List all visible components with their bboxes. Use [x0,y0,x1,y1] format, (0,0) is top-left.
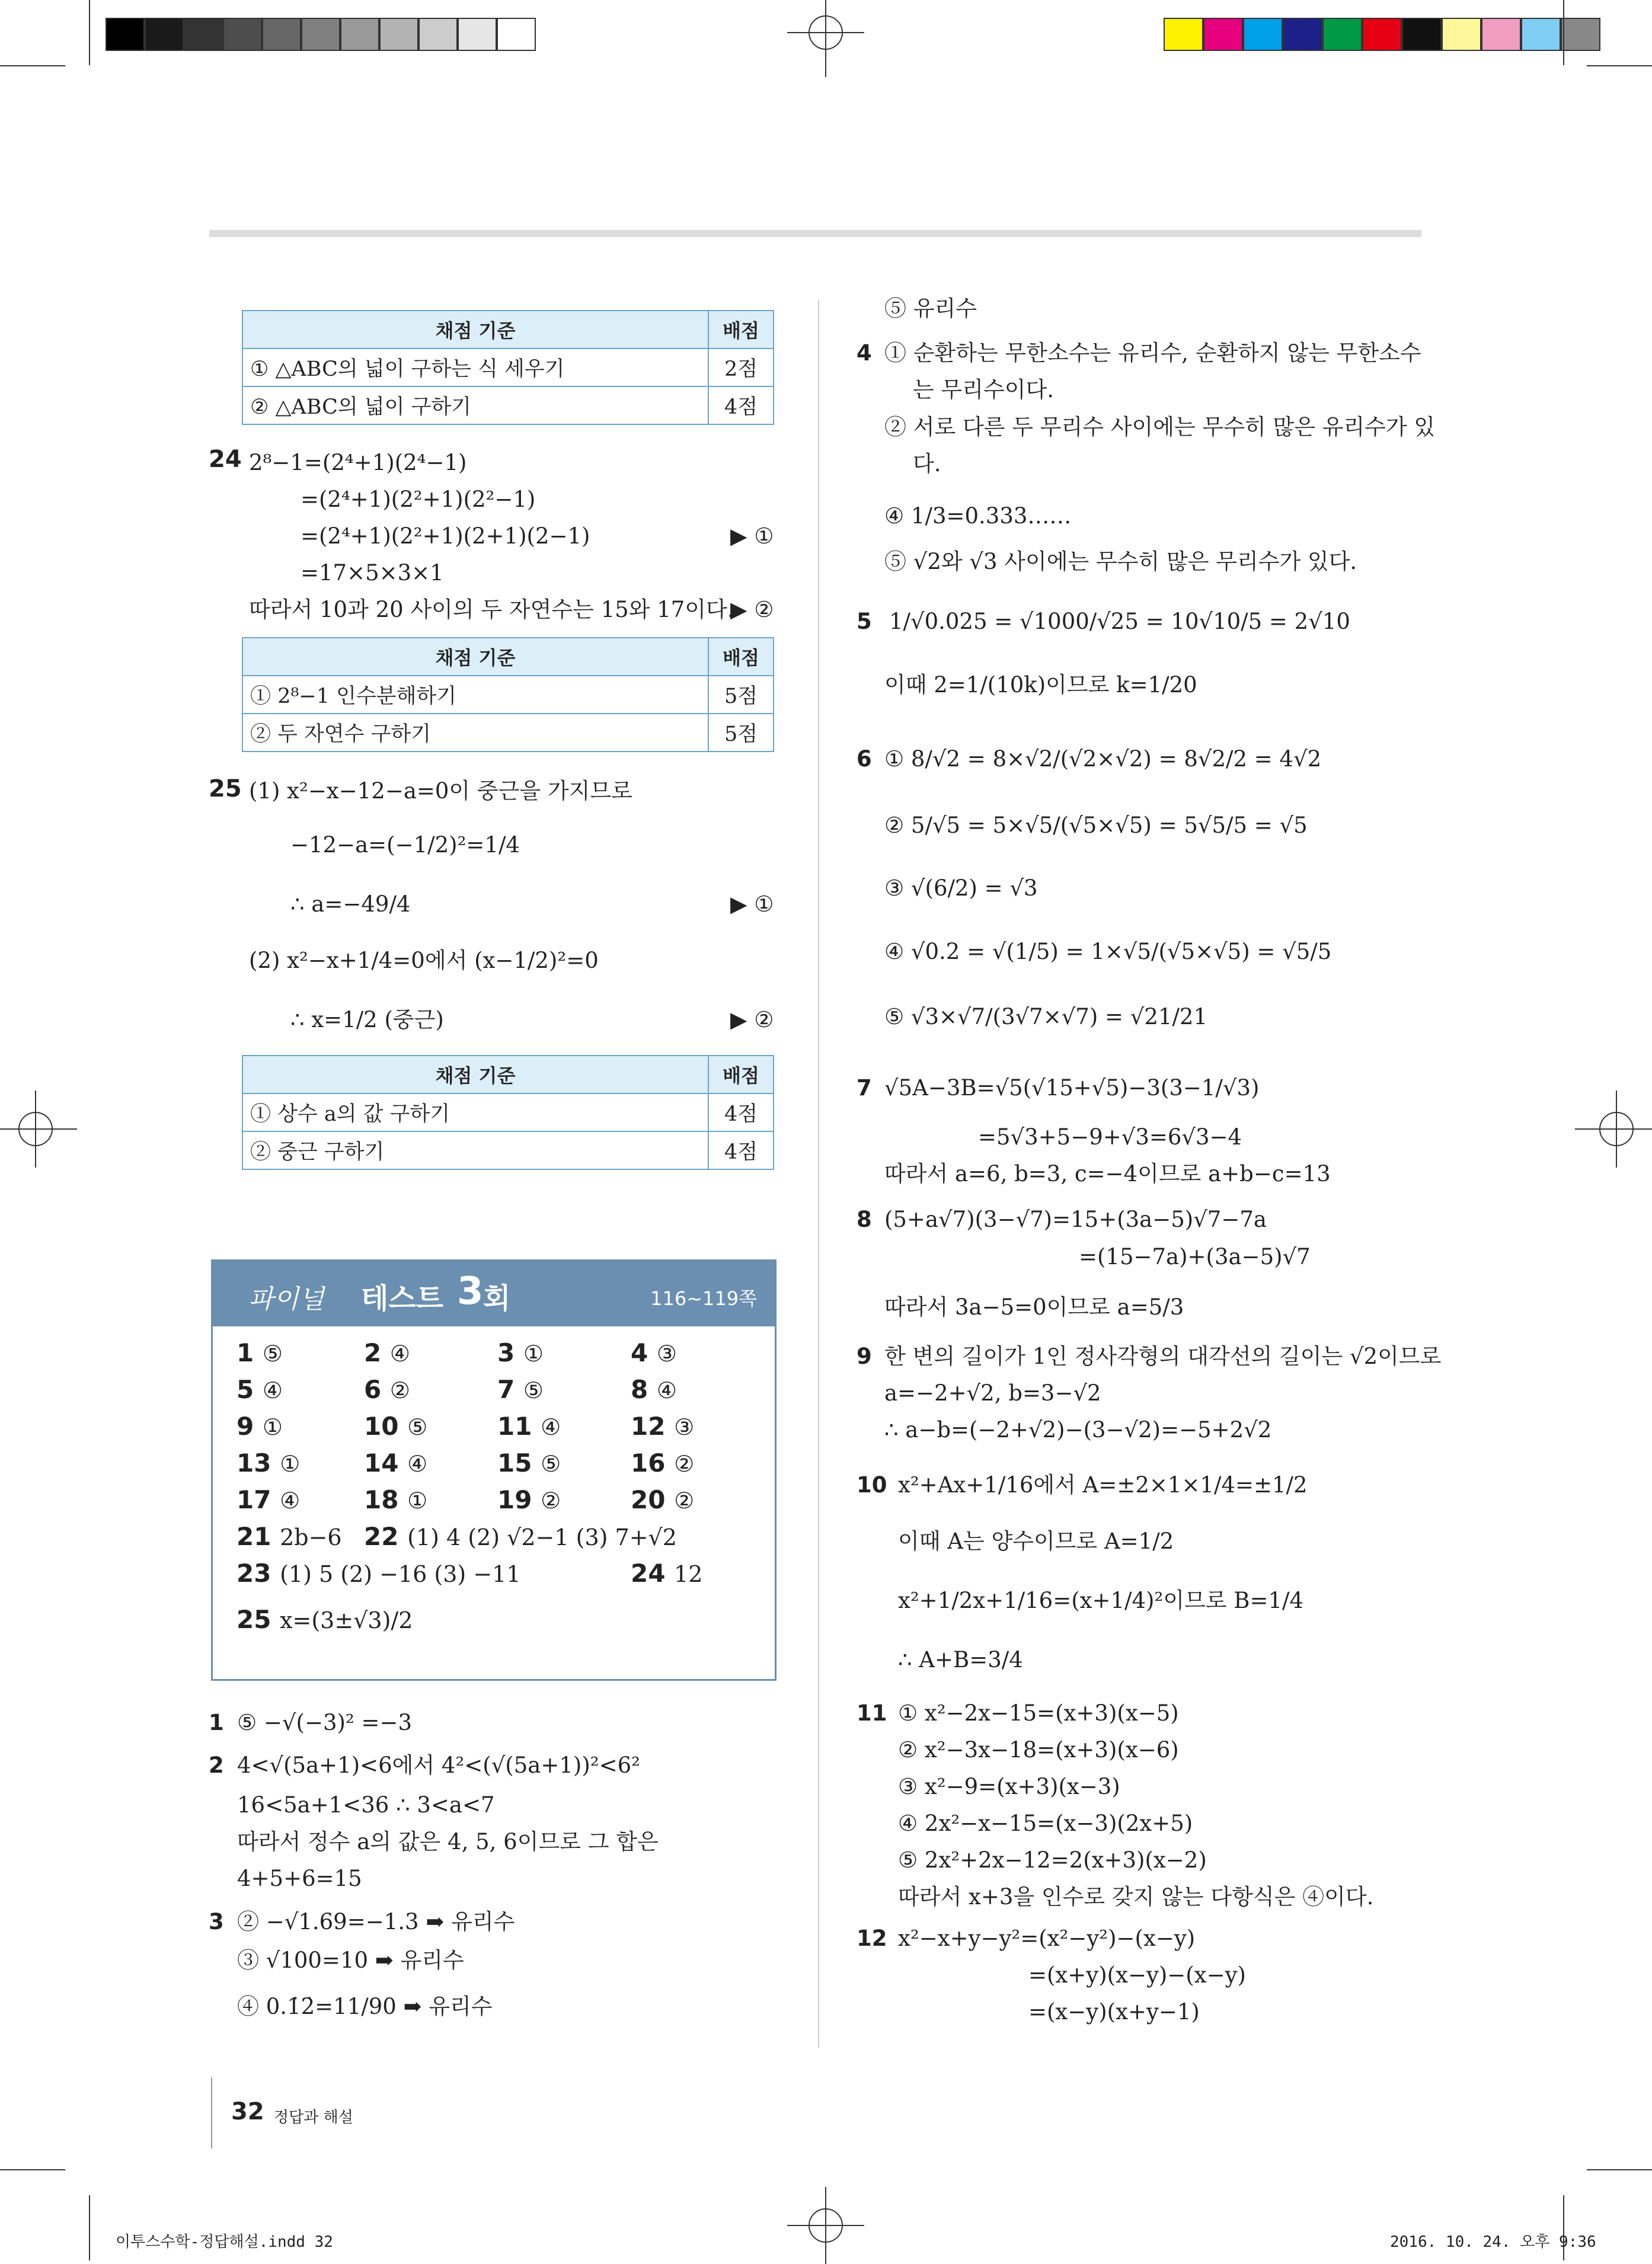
footer-divider [211,2077,212,2148]
solution-line: ② 서로 다른 두 무리수 사이에는 무수히 많은 유리수가 있 [884,414,1436,440]
registration-mark-icon [1575,1091,1652,1168]
answer-box-header [213,1261,775,1326]
color-swatch [1521,18,1561,51]
color-swatch [340,18,379,51]
solution-line: 다. [913,451,941,477]
solution-line: 이때 2=1/(10k)이므로 k=1/20 [884,672,1197,698]
solution-line: =(x+y)(x−y)−(x−y) [1028,1962,1246,1988]
page-number: 32 [231,2098,264,2125]
solution-line: a=−2+√2, b=3−√2 [884,1380,1101,1406]
problem-number: 2 [209,1753,224,1778]
answer-item: 3 ① [497,1338,544,1367]
column-divider [818,299,819,2048]
solution-line: ④ 1/3=0.333…… [884,503,1072,529]
solution-line: =(2⁴+1)(2²+1)(2²−1) [301,487,536,512]
color-swatch [262,18,301,51]
solution-line: 따라서 10과 20 사이의 두 자연수는 15와 17이다. [249,597,734,622]
answer-item: 22 (1) 4 (2) √2−1 (3) 7+√2 [364,1522,677,1551]
step-marker: ▶ ② [730,597,774,622]
crop-line [1563,0,1564,65]
color-swatch [145,18,184,51]
color-swatch [418,18,458,51]
solution-line: ① 순환하는 무한소수는 유리수, 순환하지 않는 무한소수 [884,340,1421,366]
solution-line: (1) x²−x−12−a=0이 중근을 가지므로 [249,778,632,804]
answer-box [211,1259,777,1681]
solution-line: =(2⁴+1)(2²+1)(2+1)(2−1) [301,523,590,549]
solution-line: 16<5a+1<36 ∴ 3<a<7 [237,1792,495,1818]
answer-box-round-suffix: 회 [483,1282,511,1315]
top-rule [209,230,1421,237]
problem-number: 9 [857,1344,872,1369]
color-swatch [1442,18,1481,51]
color-swatch [1362,18,1402,51]
solution-line: 4<√(5a+1)<6에서 4²<(√(5a+1))²<6² [237,1753,640,1778]
solution-line: ∴ x=1/2 (중근) [290,1007,444,1032]
solution-line: ③ √(6/2) = √3 [884,875,1038,901]
problem-number: 10 [857,1472,887,1498]
solution-line: 이때 A는 양수이므로 A=1/2 [898,1528,1174,1554]
answer-item: 17 ④ [237,1485,301,1514]
scoring-table-23: 채점 기준 배점 ① △ABC의 넓이 구하는 식 세우기 2점 ② △ABC의 넓이 구하기 4점 [242,310,774,425]
solution-line: 4+5+6=15 [237,1866,362,1891]
color-swatch [458,18,497,51]
solution-line: 2⁸−1=(2⁴+1)(2⁴−1) [249,450,467,475]
solution-line: =(x−y)(x+y−1) [1028,1999,1200,2025]
color-swatch [301,18,340,51]
color-swatch [1283,18,1322,51]
problem-number: 4 [857,340,872,366]
solution-line: ∴ A+B=3/4 [898,1647,1023,1673]
answer-item: 6 ② [364,1375,410,1404]
timestamp: 2016. 10. 24. 오후 9:36 [1390,2233,1596,2251]
solution-line: 따라서 a=6, b=3, c=−4이므로 a+b−c=13 [884,1161,1331,1187]
solution-line: (5+a√7)(3−√7)=15+(3a−5)√7−7a [884,1207,1267,1232]
page-label: 정답과 해설 [274,2109,353,2127]
problem-number: 3 [209,1909,224,1934]
answer-box-pages: 116~119쪽 [650,1287,757,1310]
solution-line: −12−a=(−1/2)²=1/4 [290,832,520,858]
cmyk-color-bar [1164,18,1600,49]
color-swatch [106,18,145,51]
problem-number: 11 [857,1700,887,1726]
answer-item: 4 ③ [631,1338,677,1367]
answer-item: 15 ⑤ [497,1448,561,1478]
solution-line: =(15−7a)+(3a−5)√7 [1079,1244,1311,1269]
crop-line [89,0,90,65]
solution-line: 따라서 3a−5=0이므로 a=5/3 [884,1294,1184,1320]
answer-item: 12 ③ [631,1412,695,1441]
step-marker: ▶ ② [730,1007,774,1032]
answer-item: 19 ② [497,1485,561,1514]
solution-line: (2) x²−x+1/4=0에서 (x−1/2)²=0 [249,948,599,973]
crop-line [0,65,65,66]
scoring-table-25: 채점 기준 배점 ① 상수 a의 값 구하기 4점 ② 중근 구하기 4점 [242,1055,774,1170]
solution-line: ∴ a−b=(−2+√2)−(3−√2)=−5+2√2 [884,1417,1272,1443]
solution-line: ⑤ −√(−3)² =−3 [237,1710,413,1735]
problem-number: 6 [857,746,872,772]
answer-item: 11 ④ [497,1412,561,1441]
answer-box-title-script: 파이널 [248,1284,324,1315]
solution-line: ② 5/√5 = 5×√5/(√5×√5) = 5√5/5 = √5 [884,813,1308,838]
registration-mark-icon [787,2187,864,2264]
answer-grid [213,1326,775,1658]
solution-line: ③ √100=10 ➡ 유리수 [237,1948,464,1973]
problem-number: 8 [857,1207,872,1232]
solution-line: ② −√1.69=−1.3 ➡ 유리수 [237,1909,515,1934]
answer-item: 24 12 [631,1559,703,1588]
answer-item: 7 ⑤ [497,1375,544,1404]
step-marker: ▶ ① [730,523,774,549]
answer-item: 18 ① [364,1485,428,1514]
solution-line: ⑤ 2x²+2x−12=2(x+3)(x−2) [898,1847,1207,1873]
solution-line: 따라서 x+3을 인수로 갖지 않는 다항식은 ④이다. [898,1884,1374,1910]
solution-line: x²+1/2x+1/16=(x+1/4)²이므로 B=1/4 [898,1588,1304,1613]
problem-number: 7 [857,1075,872,1101]
crop-line [1587,2169,1652,2170]
answer-item: 5 ④ [237,1375,283,1404]
color-swatch [184,18,223,51]
solution-line: ① x²−2x−15=(x+3)(x−5) [898,1700,1179,1726]
solution-line: 따라서 정수 a의 값은 4, 5, 6이므로 그 합은 [237,1829,659,1854]
answer-item: 16 ② [631,1448,695,1478]
color-swatch [1203,18,1243,51]
color-swatch [1322,18,1362,51]
solution-line: ② x²−3x−18=(x+3)(x−6) [898,1737,1179,1763]
solution-line: 1/√0.025 = √1000/√25 = 10√10/5 = 2√10 [889,609,1350,634]
solution-line: ④ √0.2 = √(1/5) = 1×√5/(√5×√5) = √5/5 [884,939,1332,964]
scoring-table-24: 채점 기준 배점 ① 2⁸−1 인수분해하기 5점 ② 두 자연수 구하기 5점 [242,637,774,752]
solution-line: ④ 0.1̇2̇=11/90 ➡ 유리수 [237,1994,493,2019]
answer-item: 2 ④ [364,1338,410,1367]
answer-item: 20 ② [631,1485,695,1514]
color-swatch [223,18,262,51]
answer-box-round: 3 [457,1269,484,1313]
color-swatch [1481,18,1521,51]
answer-item: 21 2b−6 [237,1522,342,1551]
problem-number: 25 [209,775,242,802]
solution-line: ⑤ √2와 √3 사이에는 무수히 많은 무리수가 있다. [884,549,1357,574]
registration-mark-icon [787,0,864,77]
problem-number: 5 [857,609,872,634]
solution-line: =17×5×3×1 [301,560,444,586]
solution-line: ∴ a=−49/4 [290,891,411,917]
solution-line: x²+Ax+1/16에서 A=±2×1×1/4=±1/2 [898,1472,1308,1498]
answer-item: 10 ⑤ [364,1412,428,1441]
color-swatch [1561,18,1600,51]
answer-item: 8 ④ [631,1375,677,1404]
answer-item: 23 (1) 5 (2) −16 (3) −11 [237,1559,521,1588]
solution-line: x²−x+y−y²=(x²−y²)−(x−y) [898,1926,1196,1951]
solution-line: ③ x²−9=(x+3)(x−3) [898,1774,1120,1799]
solution-line: ① 8/√2 = 8×√2/(√2×√2) = 8√2/2 = 4√2 [884,746,1322,772]
answer-item: 13 ① [237,1448,301,1478]
answer-item: 1 ⑤ [237,1338,283,1367]
crop-line [0,2169,65,2170]
answer-item: 9 ① [237,1412,283,1441]
solution-line: 한 변의 길이가 1인 정사각형의 대각선의 길이는 √2이므로 [884,1344,1442,1369]
solution-line: √5A−3B=√5(√15+√5)−3(3−1/√3) [884,1075,1260,1101]
solution-line: ⑤ 유리수 [884,296,977,321]
registration-mark-icon [0,1091,77,1168]
problem-number: 12 [857,1926,887,1951]
gray-color-bar [106,18,536,49]
crop-line [1587,65,1652,66]
problem-number: 1 [209,1710,224,1735]
solution-line: =5√3+5−9+√3=6√3−4 [978,1124,1242,1150]
answer-item: 25 x=(3±√3)/2 [237,1605,413,1634]
color-swatch [379,18,418,51]
solution-line: ⑤ √3×√7/(3√7×√7) = √21/21 [884,1004,1208,1029]
answer-box-title: 테스트 [361,1282,444,1315]
file-name: 이투스수학-정답해설.indd 32 [116,2233,333,2251]
color-swatch [1402,18,1442,51]
answer-item: 14 ④ [364,1448,428,1478]
color-swatch [1164,18,1203,51]
color-swatch [1243,18,1283,51]
color-swatch [497,18,536,51]
crop-line [89,2195,90,2260]
solution-line: ④ 2x²−x−15=(x−3)(2x+5) [898,1811,1193,1836]
problem-number: 24 [209,446,242,473]
solution-line: 는 무리수이다. [913,377,1054,402]
step-marker: ▶ ① [730,891,774,917]
